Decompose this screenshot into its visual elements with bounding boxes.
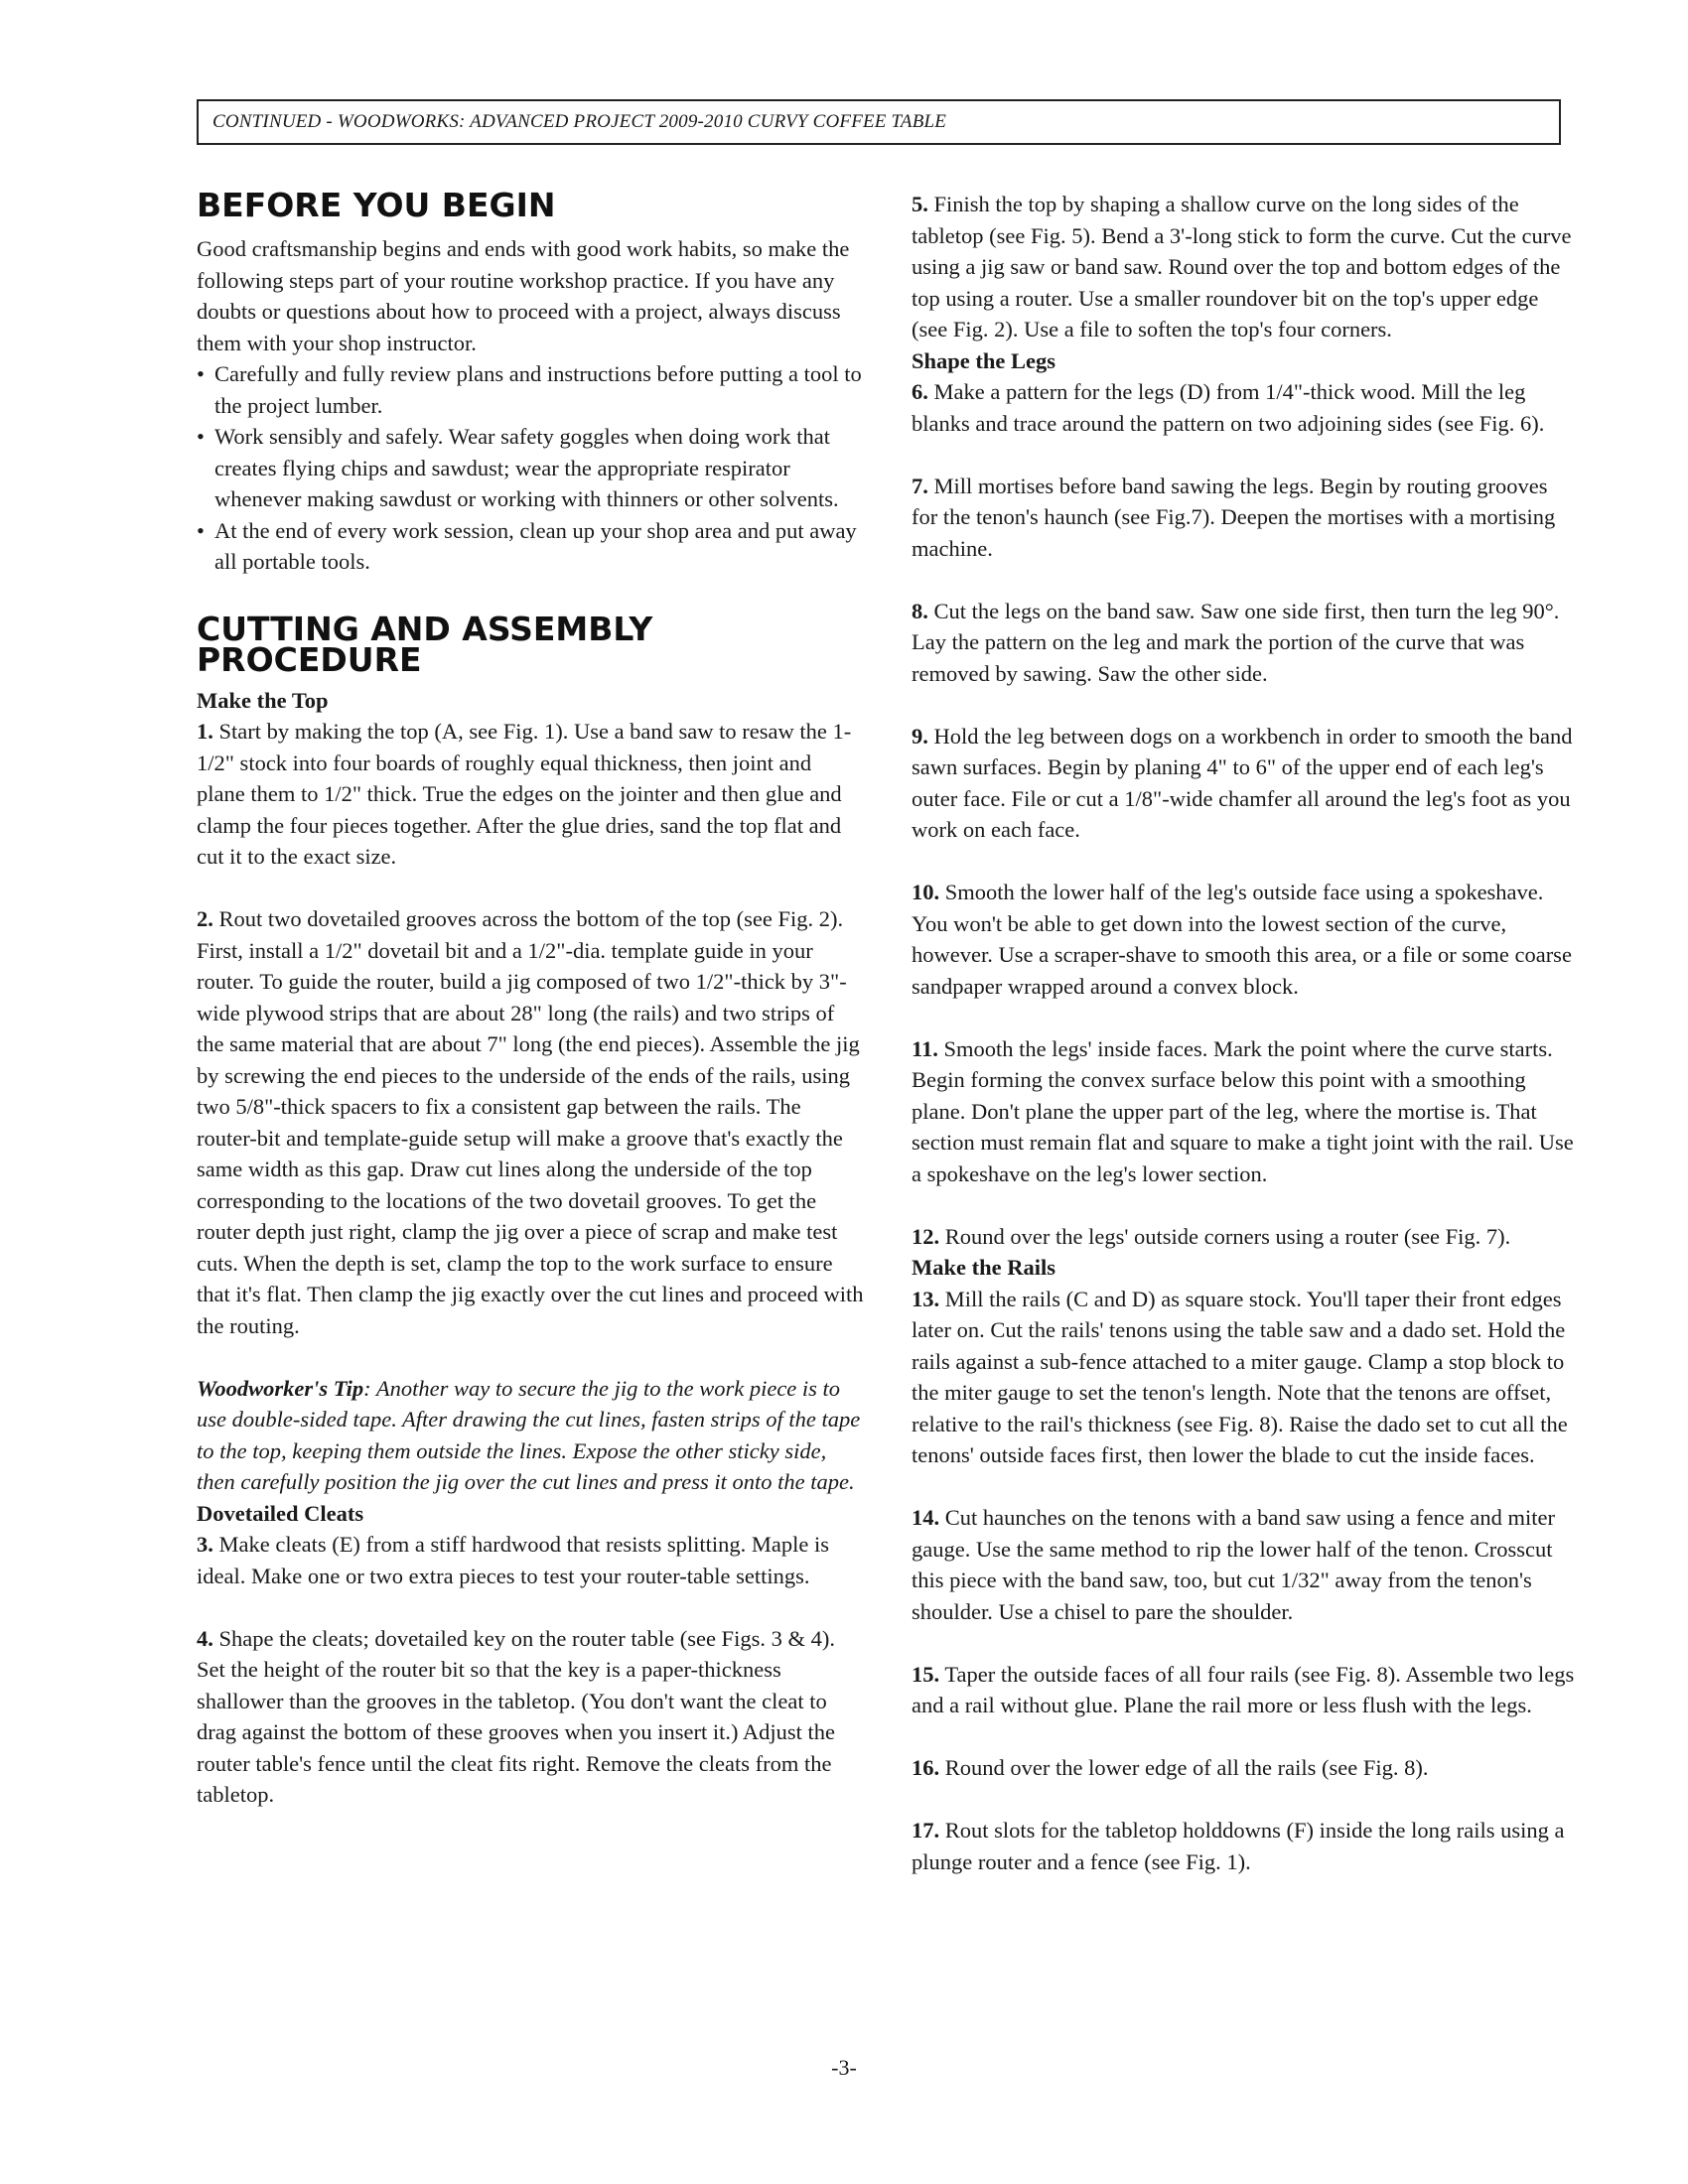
step-15: [912, 1659, 1579, 1721]
step-text: Start by making the top (A, see Fig. 1). Use a band saw to resaw the 1-1/2" stock into four boards of roughly equal thickness, then joint and plane them to 1/2" thick. True the edges on the jointer and then glue and clamp the four pieces together. After the glue dries, sand the top flat and cut it to the exact size.: [197, 719, 852, 869]
step-number: 1.: [197, 719, 213, 744]
make-the-rails-subheading: Make the Rails: [912, 1255, 1055, 1280]
step-number: 16.: [912, 1755, 940, 1780]
step-number: 12.: [912, 1223, 940, 1249]
step-text: Taper the outside faces of all four rails (see Fig. 8). Assemble two legs and a rail without glue. Plane the rail more or less flush with the legs.: [912, 1661, 1575, 1717]
step-number: 5.: [912, 192, 928, 216]
list-item: • At the end of every work session, clean up your shop area and put away all portable tools.: [197, 515, 864, 578]
step-number: 17.: [912, 1818, 940, 1843]
step-6: [912, 376, 1579, 439]
step-text: Mill mortises before band sawing the legs. Begin by routing grooves for the tenon's haunch (see Fig.7). Deepen the mortises with a mortising machine.: [912, 473, 1556, 561]
step-14: [912, 1502, 1579, 1627]
running-header-text: CONTINUED - WOODWORKS: ADVANCED PROJECT 2009-2010 CURVY COFFEE TABLE: [212, 111, 947, 132]
step-9: [912, 721, 1579, 846]
step-7: [912, 471, 1579, 565]
step-number: 4.: [197, 1625, 213, 1651]
step-number: 9.: [912, 723, 928, 749]
step-text: Make cleats (E) from a stiff hardwood that resists splitting. Maple is ideal. Make one or two extra pieces to test your router-table settings.: [197, 1532, 829, 1588]
step-text: Shape the cleats; dovetailed key on the router table (see Figs. 3 & 4). Set the height of the router bit so that the key is a paper-thickness shallower than the grooves in the tabletop. (You don't want the cleat to drag against the bottom of these grooves when you insert it.) Adjust the router table's fence until the cleat fits right. Remove the cleats from the tabletop.: [197, 1625, 836, 1807]
step-number: 11.: [912, 1035, 938, 1061]
step-text: Finish the top by shaping a shallow curve on the long sides of the tabletop (see Fig. 5). Bend a 3'-long stick to form the curve. Cut the curve using a jig saw or band saw. Round over the top and bottom edges of the top using a router. Use a smaller roundover bit on the top's upper edge (see Fig. 2). Use a file to soften the top's four corners.: [912, 192, 1572, 341]
step-number: 8.: [912, 598, 928, 623]
shape-the-legs-subheading: Shape the Legs: [912, 347, 1056, 373]
intro-paragraph: Good craftsmanship begins and ends with good work habits, so make the following steps part of your routine workshop practice. If you have any doubts or questions about how to proceed with a project, always discuss them with your shop instructor.: [197, 236, 850, 355]
step-number: 6.: [912, 379, 928, 404]
step-number: 7.: [912, 473, 928, 498]
step-text: Rout two dovetailed grooves across the bottom of the top (see Fig. 2). First, install a 1/2" dovetail bit and a 1/2"-dia. template guide in your router. To guide the router, build a jig composed of two 1/2"-thick by 3"-wide plywood strips that are about 28" long (the rails) and two strips of the same material that are about 7" long (the end pieces). Assemble the jig by screwing the end pieces to the underside of the ends of the rails, using two 5/8"-thick spacers to fix a consistent gap between the rails. The router-bit and template-guide setup will make a groove that's exactly the same width as this gap. Draw cut lines along the underside of the top corresponding to the locations of the two dovetail grooves. To get the router depth just right, clamp the jig over a piece of scrap and make test cuts. When the depth is set, clamp the top to the work surface to ensure that it's flat. Then clamp the jig exactly over the cut lines and proceed with the routing.: [197, 906, 864, 1338]
step-text: Round over the legs' outside corners using a router (see Fig. 7).: [944, 1223, 1511, 1249]
step-17: [912, 1815, 1579, 1877]
heading-line: CUTTING AND ASSEMBLY: [197, 609, 653, 648]
habits-list: [197, 358, 864, 578]
step-1: [197, 716, 864, 873]
step-text: Smooth the legs' inside faces. Mark the point where the curve starts. Begin forming the convex surface below this point with a smoothing plane. Don't plane the upper part of the leg, where the mortise is. That section must remain flat and square to make a tight joint with the rail. Use a spokeshave on the leg's lower section.: [912, 1035, 1574, 1186]
step-text: Hold the leg between dogs on a workbench in order to smooth the band sawn surfaces. Begin by planing 4" to 6" of the upper end of each leg's outer face. File or cut a 1/8"-wide chamfer all around the leg's foot as you work on each face.: [912, 723, 1573, 842]
step-text: Rout slots for the tabletop holddowns (F) inside the long rails using a plunge router and a fence (see Fig. 1).: [912, 1818, 1565, 1874]
before-you-begin-heading: BEFORE YOU BEGIN: [197, 186, 556, 224]
step-16: [912, 1752, 1579, 1784]
step-text: Round over the lower edge of all the rails (see Fig. 8).: [944, 1755, 1429, 1780]
tip-text: : Another way to secure the jig to the work piece is to use double-sided tape. After drawing the cut lines, fasten strips of the tape to the top, keeping them outside the lines. Expose the other sticky side, then carefully position the jig over the cut lines and press it onto the tape.: [197, 1375, 861, 1494]
left-column: [197, 186, 864, 1811]
step-text: Cut haunches on the tenons with a band saw using a fence and miter gauge. Use the same method to rip the lower half of the tenon. Crosscut this piece with the band saw, too, but cut 1/32" away from the tenon's shoulder. Use a chisel to pare the shoulder.: [912, 1505, 1555, 1624]
step-number: 13.: [912, 1286, 940, 1311]
step-number: 3.: [197, 1532, 213, 1557]
step-12: [912, 1221, 1579, 1253]
step-text: Make a pattern for the legs (D) from 1/4"-thick wood. Mill the leg blanks and trace around the pattern on two adjoining sides (see Fig. 6).: [912, 379, 1545, 436]
step-number: 2.: [197, 906, 213, 931]
step-10: [912, 877, 1579, 1002]
list-item: • Work sensibly and safely. Wear safety goggles when doing work that creates flying chips and sawdust; wear the appropriate respirator whenever making sawdust or working with thinners or other solvents.: [197, 421, 864, 515]
list-item: • Carefully and fully review plans and instructions before putting a tool to the project lumber.: [197, 358, 864, 421]
step-text: Cut the legs on the band saw. Saw one side first, then turn the leg 90°. Lay the pattern on the leg and mark the portion of the curve that was removed by sawing. Saw the other side.: [912, 598, 1560, 686]
tip-label: Woodworker's Tip: [197, 1375, 364, 1401]
woodworkers-tip: [197, 1373, 864, 1498]
make-the-top-subheading: Make the Top: [197, 687, 329, 713]
step-number: 14.: [912, 1505, 940, 1530]
page-number: -3-: [831, 2055, 857, 2080]
step-3: [197, 1529, 864, 1591]
step-4: [197, 1623, 864, 1811]
right-column: [912, 189, 1579, 1877]
step-5: [912, 189, 1579, 345]
cutting-assembly-heading: [197, 609, 864, 679]
dovetailed-cleats-subheading: Dovetailed Cleats: [197, 1500, 364, 1526]
step-8: [912, 596, 1579, 690]
step-2: [197, 903, 864, 1341]
step-number: 15.: [912, 1661, 940, 1687]
step-13: [912, 1284, 1579, 1471]
step-11: [912, 1033, 1579, 1190]
step-text: Mill the rails (C and D) as square stock. You'll taper their front edges later on. Cut the rails' tenons using the table saw and a dado set. Hold the rails against a sub-fence attached to a miter gauge. Clamp a stop block to the miter gauge to set the tenon's length. Note that the tenons are offset, relative to the rail's thickness (see Fig. 8). Raise the dado set to cut all the tenons' outside faces first, then lower the blade to cut the inside faces.: [912, 1286, 1568, 1467]
running-header: [197, 99, 1561, 145]
heading-line: PROCEDURE: [197, 639, 422, 679]
step-text: Smooth the lower half of the leg's outside face using a spokeshave. You won't be able to get down into the lowest section of the curve, however. Use a scraper-shave to smooth this area, or a file or some coarse sandpaper wrapped around a convex block.: [912, 880, 1572, 999]
step-number: 10.: [912, 880, 940, 904]
